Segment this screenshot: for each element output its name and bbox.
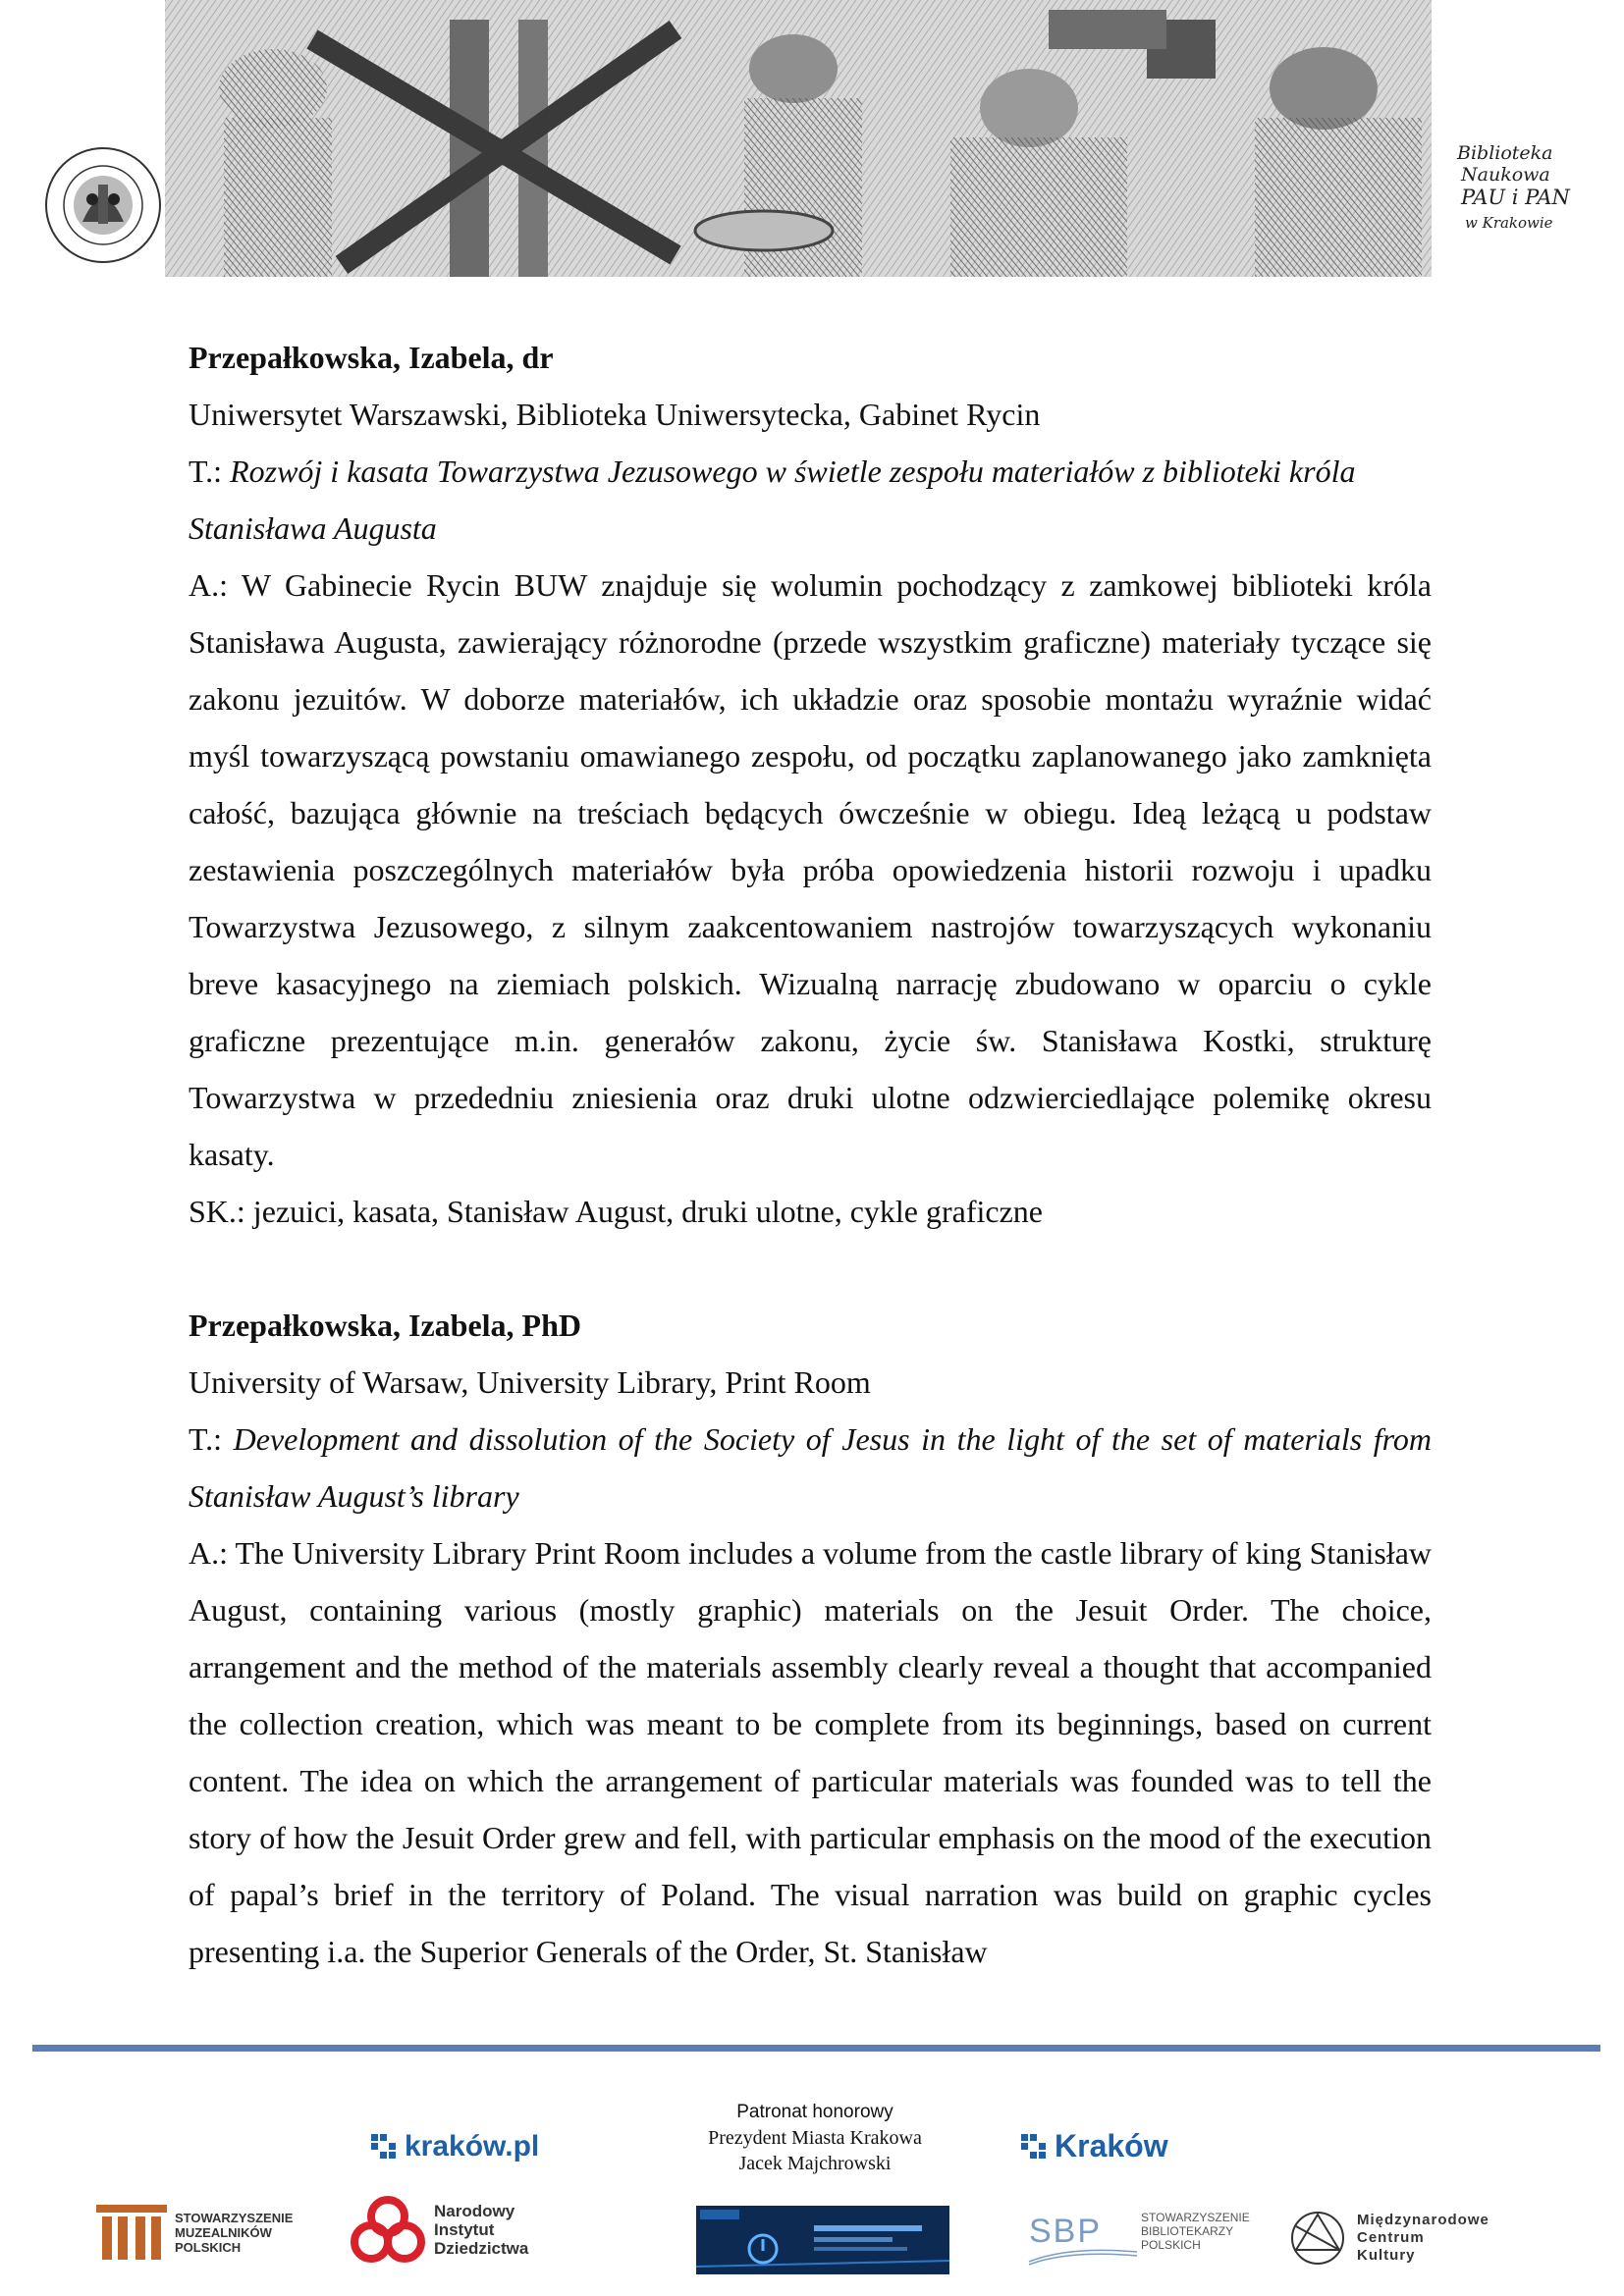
- nid-logo: [353, 2197, 528, 2262]
- engraving-print-workshop-image: [165, 0, 1432, 277]
- nid-line2: Instytut: [434, 2219, 495, 2239]
- krakow-squares-icon: [371, 2134, 397, 2160]
- mck-circle-icon: [1288, 2209, 1347, 2268]
- sbp-line2: BIBLIOTEKARZY: [1141, 2224, 1234, 2238]
- scientific-library-krakow-logo-icon: [1453, 137, 1570, 247]
- smp-logo: [96, 2205, 294, 2260]
- title-text-pl: Rozwój i kasata Towarzystwa Jezusowego w świetle zespołu materiałów z biblioteki króla Stanisława Augusta: [189, 454, 1356, 546]
- abstract-prefix-pl: A.:: [189, 567, 242, 603]
- title-prefix-pl: T.:: [189, 454, 231, 489]
- title-pl: [189, 443, 1432, 557]
- patron-person: Jacek Majchrowski: [738, 2153, 892, 2174]
- title-en: [189, 1411, 1432, 1524]
- sbp-logo: [1029, 2211, 1250, 2252]
- sbp-acronym: SBP: [1029, 2212, 1103, 2250]
- polish-academy-seal-icon: [43, 145, 163, 265]
- author-name-pl: Przepałkowska, Izabela, dr: [189, 340, 554, 375]
- krakow-logo: [1021, 2128, 1168, 2164]
- svg-text:Naukowa: Naukowa: [1461, 164, 1550, 186]
- mck-line3: Kultury: [1357, 2247, 1416, 2264]
- abstract-en: [189, 1524, 1432, 1980]
- keywords-pl: SK.: jezuici, kasata, Stanisław August, druki ulotne, cykle graficzne: [189, 1194, 1043, 1229]
- nid-trefoil-icon: [353, 2197, 422, 2262]
- svg-text:w Krakowie: w Krakowie: [1465, 214, 1553, 232]
- sbp-line3: POLSKICH: [1141, 2238, 1201, 2252]
- mck-logo: [1288, 2209, 1489, 2268]
- entry-separator: [189, 1240, 1432, 1297]
- affiliation-pl: Uniwersytet Warszawski, Biblioteka Uniwersytecka, Gabinet Rycin: [189, 397, 1041, 432]
- honorary-patronage: [687, 2100, 943, 2176]
- krakow-pl-logo: [371, 2130, 539, 2163]
- museum-columns-icon: [96, 2205, 167, 2260]
- nid-line3: Dziedzictwa: [434, 2238, 529, 2258]
- abstract-pl: [189, 557, 1432, 1183]
- footer-divider: [32, 2045, 1600, 2052]
- patron-heading: Patronat honorowy: [736, 2102, 893, 2122]
- krakow-text: Kraków: [1055, 2128, 1168, 2163]
- mck-line1: Międzynarodowe: [1357, 2212, 1489, 2228]
- sbp-line1: STOWARZYSZENIE: [1141, 2211, 1250, 2224]
- krakow-pl-text: kraków.pl: [405, 2130, 540, 2163]
- sbp-wave-icon: [1029, 2246, 1137, 2266]
- nid-line1: Narodowy: [434, 2201, 515, 2220]
- svg-text:PAU i PAN: PAU i PAN: [1461, 186, 1570, 209]
- affiliation-en: University of Warsaw, University Library, Print Room: [189, 1364, 871, 1400]
- mck-line2: Centrum: [1357, 2229, 1425, 2246]
- science-krakow-banner-image: [696, 2206, 949, 2274]
- title-text-en: Development and dissolution of the Society of Jesus in the light of the set of materials from Stanisław August’s library: [189, 1421, 1433, 1514]
- title-prefix-en: T.:: [189, 1421, 234, 1457]
- svg-text:Biblioteka: Biblioteka: [1457, 142, 1553, 164]
- author-name-en: Przepałkowska, Izabela, PhD: [189, 1308, 581, 1343]
- abstract-text-en: The University Library Print Room includes a volume from the castle library of king Stanisław August, containing various (mostly graphic) materials on the Jesuit Order. The choice, arrangement and the method of the materials assembly clearly reveal a thought that accompanied the collection creation, which was meant to be complete from its beginnings, based on current content. The idea on which the arrangement of particular materials was founded was to tell the story of how the Jesuit Order grew and fell, with particular emphasis on the mood of the execution of papal’s brief in the territory of Poland. The visual narration was build on graphic cycles presenting i.a. the Superior Generals of the Order, St. Stanisław: [189, 1535, 1433, 1969]
- smp-text: STOWARZYSZENIE MUZEALNIKÓW POLSKICH: [175, 2210, 294, 2255]
- abstract-content: [189, 329, 1432, 1980]
- abstract-text-pl: W Gabinecie Rycin BUW znajduje się wolumin pochodzący z zamkowej biblioteki króla Stanisława Augusta, zawierający różnorodne (przede wszystkim graficzne) materiały tyczące się zakonu jezuitów. W doborze materiałów, ich układzie oraz sposobie montażu wyraźnie widać myśl towarzyszącą powstaniu omawianego zespołu, od początku zaplanowanego jako zamknięta całość, bazująca głównie na treściach będących ówcześnie w obiegu. Ideą leżącą u podstaw zestawienia poszczególnych materiałów była próba opowiedzenia historii rozwoju i upadku Towarzystwa Jezusowego, z silnym zaakcentowaniem nastrojów towarzyszących wykonaniu breve kasacyjnego na ziemiach polskich. Wizualną narrację zbudowano w oparciu o cykle graficzne prezentujące m.in. generałów zakonu, życie św. Stanisława Kostki, strukturę Towarzystwa w przededniu zniesienia oraz druki ulotne odzwierciedlające polemikę okresu kasaty.: [189, 567, 1433, 1172]
- abstract-prefix-en: A.:: [189, 1535, 236, 1571]
- krakow-squares-icon: [1021, 2134, 1047, 2160]
- patron-role: Prezydent Miasta Krakowa: [708, 2127, 922, 2149]
